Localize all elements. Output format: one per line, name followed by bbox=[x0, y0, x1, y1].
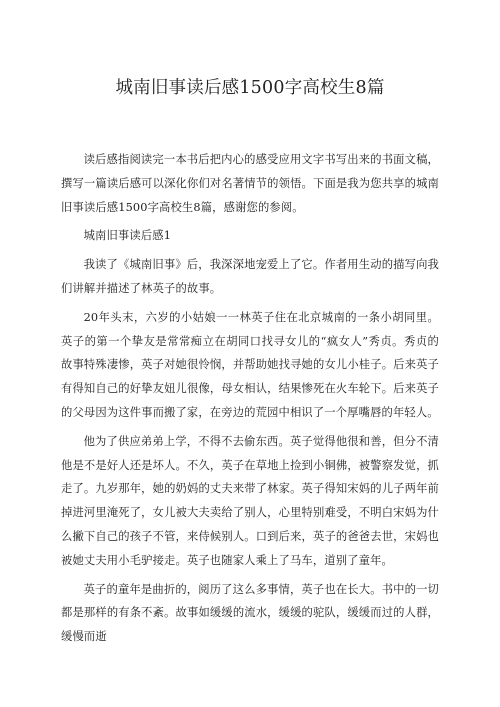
section-heading: 城南旧事读后感1 bbox=[83, 229, 172, 243]
body-paragraph: 我读了《城南旧事》后，我深深地宠爱上了它。作者用生动的描写向我们讲解并描述了林英子的故事。 bbox=[61, 258, 439, 295]
document-body bbox=[61, 148, 439, 654]
document-title: 城南旧事读后感1500字高校生8篇 bbox=[115, 78, 385, 98]
body-paragraph: 英子的童年是曲折的，阅历了这么多事情，英子也在长大。书中的一切都是那样的有条不紊。故事如缓缓的流水，缓缓的驼队，缓缓而过的人群，缓慢而逝 bbox=[61, 582, 439, 644]
intro-paragraph: 读后感指阅读完一本书后把内心的感受应用文字书写出来的书面文稿，撰写一篇读后感可以深化你们对名著情节的领悟。下面是我为您共享的城南旧事读后感1500字高校生8篇，感谢您的参阅。 bbox=[61, 153, 439, 214]
body-paragraph: 他为了供应弟弟上学，不得不去偷东西。英子觉得他很和善，但分不清他是不是好人还是坏人。不久，英子在草地上捡到小铜佛，被警察发觉，抓走了。九岁那年，她的奶妈的丈夫来带了林家。英子得知宋妈的儿子两年前掉进河里淹死了，女儿被大夫卖给了别人，心里特别难受，不明白宋妈为什么撇下自己的孩子不管，来侍候别人。口到后来，英子的爸爸去世，宋妈也被她丈夫用小毛驴接走。英子也随家人乘上了马车，道别了童年。 bbox=[61, 434, 439, 567]
body-paragraph: 20年头末，六岁的小姑娘一一林英子住在北京城南的一条小胡同里。英子的第一个挚友是常常痴立在胡同口找寻女儿的“疯女人”秀贞。秀贞的故事特殊凄惨，英子对她很怜悯，并帮助她找寻她的女儿小桂子。后来英子有得知自己的好挚友妞儿很像，母女相认，结果惨死在火车轮下。后来英子的父母因为这件事而搬了家，在旁边的荒园中相识了一个厚嘴唇的年轻人。 bbox=[61, 310, 439, 419]
